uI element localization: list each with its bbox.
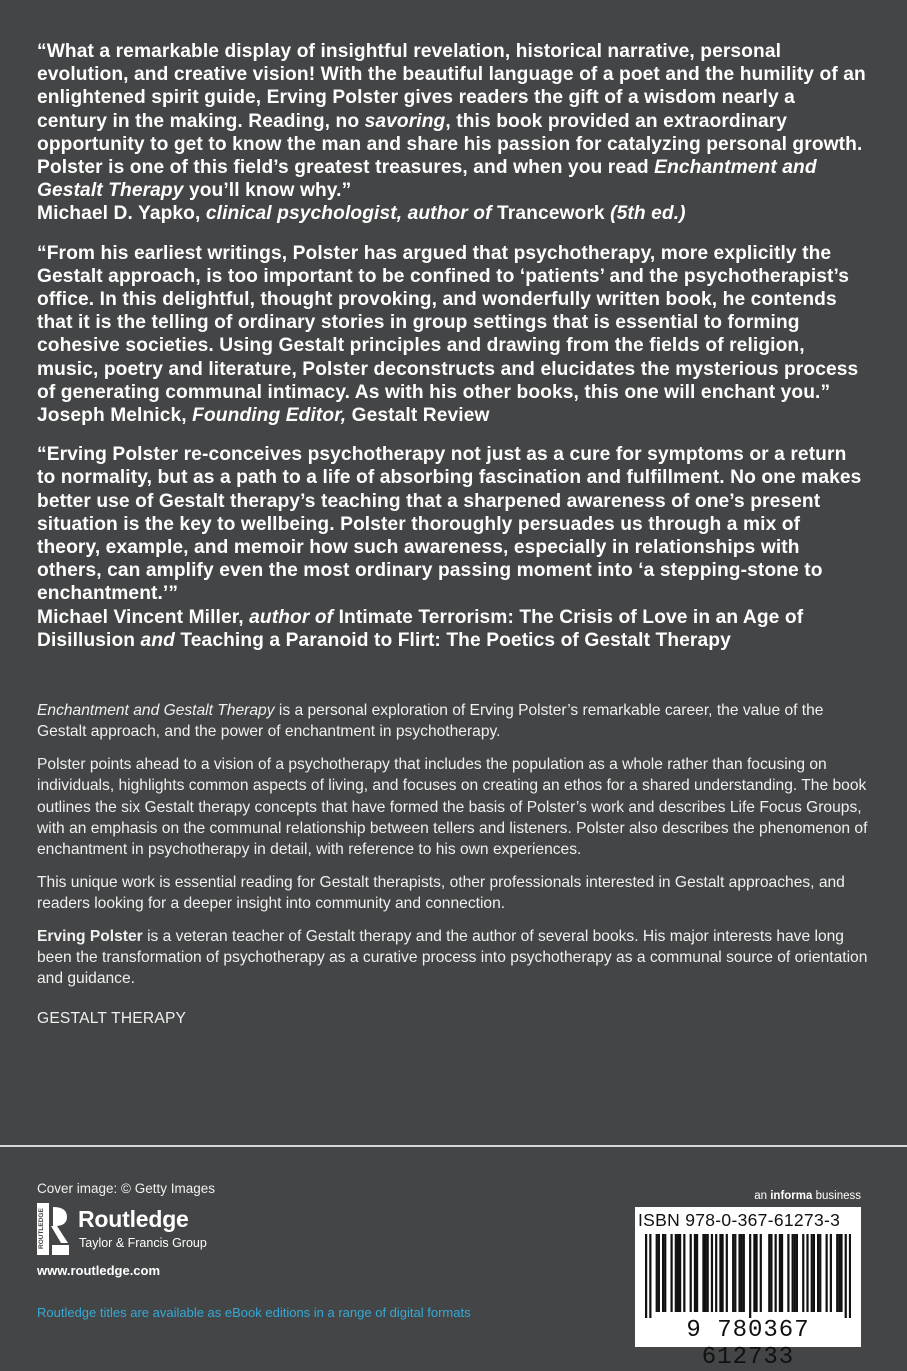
endorsement-quote — [37, 40, 867, 226]
barcode-bar — [817, 1234, 819, 1312]
barcode-bar — [760, 1234, 762, 1312]
isbn-barcode — [635, 1207, 861, 1371]
barcode-bar — [649, 1234, 651, 1318]
quote-attribution: Michael D. Yapko, clinical psychologist, author of Trancework (5th ed.) — [37, 203, 686, 225]
barcode-bar — [845, 1234, 847, 1318]
barcode-bar — [738, 1234, 740, 1312]
barcode-bar — [768, 1234, 770, 1312]
quote-text: “What a remarkable display of insightful revelation, historical narrative, personal evolution, and creative vision! With the beautiful language of a poet and the humility of an enlightened spirit guide, Erving Polster gives readers the gift of a wisdom nearly a century in the making. Reading, no savoring, this book provided an extraordinary opportunity to get to know the man and share his passion for catalyzing personal growth. Polster is one of this field’s greatest treasures, and when you read Enchantment and Gestalt Therapy you’ll know why.” — [37, 41, 866, 202]
barcode-bar — [715, 1234, 717, 1312]
barcode-bar — [806, 1234, 808, 1312]
barcode-icon — [645, 1234, 851, 1318]
barcode-bar — [662, 1234, 664, 1312]
cover-credit: Cover image: © Getty Images — [37, 1181, 216, 1196]
barcode-bar — [675, 1234, 677, 1312]
barcode-bar — [792, 1234, 794, 1312]
publisher-name: Routledge — [78, 1206, 189, 1232]
endorsements — [37, 40, 867, 668]
routledge-mark-icon — [37, 1203, 69, 1255]
barcode-bar — [702, 1234, 704, 1312]
barcode-bar — [819, 1234, 821, 1312]
barcode-bar — [670, 1234, 672, 1312]
barcode-bar — [704, 1234, 706, 1312]
barcode-bar — [707, 1234, 709, 1312]
description-paragraph: Polster points ahead to a vision of a psychotherapy that includes the population as a whole rather than focusing on individuals, highlights common aspects of living, and focuses on creating an ethos for a shared understanding. The book outlines the six Gestalt therapy concepts that have formed the basis of Polster’s work and describes Life Focus Groups, with an emphasis on the communal relationship between tellers and listeners. Polster also describes the phenomenon of enchantment in psychotherapy in detail, with reference to his own experiences. — [37, 755, 868, 859]
barcode-bar — [711, 1234, 713, 1312]
quote-text: “From his earliest writings, Polster has argued that psychotherapy, more explicitly the Gestalt approach, is too important to be confined to ‘patients’ and the psychotherapist’s office. In this delightful, thought provoking, and wonderfully written book, he contends that it is the telling of ordinary stories in group settings that is essential to forming cohesive societies. Using Gestalt principles and drawing from the fields of religion, music, poetry and literature, Polster deconstructs and elucidates the mysterious process of generating communal intimacy. As with his other books, this one will enchant you.” — [37, 242, 859, 403]
quote-attribution: Joseph Melnick, Founding Editor, Gestalt Review — [37, 405, 490, 427]
barcode-bar — [743, 1234, 745, 1312]
barcode-bar — [732, 1234, 734, 1312]
barcode-bar — [794, 1234, 796, 1312]
description-paragraph: This unique work is essential reading for Gestalt therapists, other professionals interested in Gestalt approaches, and readers looking for a deeper insight into community and connection. — [37, 873, 845, 913]
subject-category: GESTALT THERAPY — [37, 1009, 187, 1027]
barcode-bar — [679, 1234, 681, 1312]
divider — [0, 1145, 907, 1147]
author-name: Erving Polster — [37, 927, 143, 945]
barcode-bar — [836, 1234, 838, 1312]
barcode-bar — [753, 1234, 755, 1312]
description-paragraph: Enchantment and Gestalt Therapy is a personal exploration of Erving Polster’s remarkable career, the value of the Gestalt approach, and the power of enchantment in psychotherapy. — [37, 702, 824, 741]
barcode-bar — [811, 1234, 813, 1312]
barcode-bar — [677, 1234, 679, 1312]
quote-text: “Erving Polster re-conceives psychotherapy not just as a cure for symptoms or a return to normality, but as a path to a life of absorbing fascination and fulfillment. No one makes better use of Gestalt therapy’s teaching that a sharpened awareness of one’s present situation is the key to wellbeing. Polster thoroughly persuades us through a mix of theory, example, and memoir how such awareness, especially in relationships with others, can amplify even the most ordinary passing moment into ‘a stepping-stone to enchantment.’” — [37, 444, 862, 605]
barcode-bar — [813, 1234, 815, 1312]
barcode-bar — [719, 1234, 721, 1312]
routledge-logo — [37, 1203, 257, 1255]
barcode-bar — [694, 1234, 696, 1312]
publisher-website[interactable]: www.routledge.com — [37, 1263, 161, 1278]
barcode-bar — [802, 1234, 804, 1312]
barcode-bar — [690, 1234, 692, 1312]
isbn-label: ISBN 978-0-367-61273-3 — [638, 1210, 841, 1230]
barcode-bar — [838, 1234, 840, 1312]
author-bio: Erving Polster is a veteran teacher of Gestalt therapy and the author of several books. His major interests have long been the transformation of psychotherapy as a curative process into psychotherapy as a communal source of orientation and guidance. — [37, 927, 868, 988]
book-description — [37, 700, 872, 1040]
barcode-bar — [664, 1234, 666, 1312]
publisher-subtitle: Taylor & Francis Group — [79, 1236, 207, 1250]
barcode-bar — [749, 1234, 751, 1318]
ebook-note: Routledge titles are available as eBook editions in a range of digital formats — [37, 1305, 471, 1320]
barcode-bar — [796, 1234, 798, 1312]
routledge-vertical-text: ROUTLEDGE — [38, 1208, 45, 1249]
barcode-bar — [726, 1234, 728, 1312]
barcode-bar — [696, 1234, 698, 1312]
endorsement-quote — [37, 242, 867, 428]
barcode-digits: 9 780367 612733 — [686, 1317, 810, 1371]
barcode-bar — [734, 1234, 736, 1312]
barcode-bar — [721, 1234, 723, 1312]
quote-attribution: Michael Vincent Miller, author of Intimate Terrorism: The Crisis of Love in an Age of Disillusion and Teaching a Paranoid to Flirt: The Poetics of Gestalt Therapy — [37, 606, 804, 651]
informa-business: an informa business — [754, 1190, 861, 1202]
endorsement-quote — [37, 443, 867, 652]
barcode-bar — [830, 1234, 832, 1312]
barcode-bar — [826, 1234, 828, 1312]
barcode-bar — [840, 1234, 842, 1312]
barcode-bar — [770, 1234, 772, 1312]
barcode-bar — [775, 1234, 777, 1312]
barcode-bar — [849, 1234, 851, 1318]
barcode-bar — [741, 1234, 743, 1312]
barcode-bar — [755, 1234, 757, 1312]
barcode-bar — [656, 1234, 658, 1312]
barcode-bar — [645, 1234, 647, 1318]
barcode-bar — [683, 1234, 685, 1312]
barcode-bar — [658, 1234, 660, 1312]
barcode-bar — [781, 1234, 783, 1312]
barcode-bar — [787, 1234, 789, 1312]
barcode-bar — [779, 1234, 781, 1312]
